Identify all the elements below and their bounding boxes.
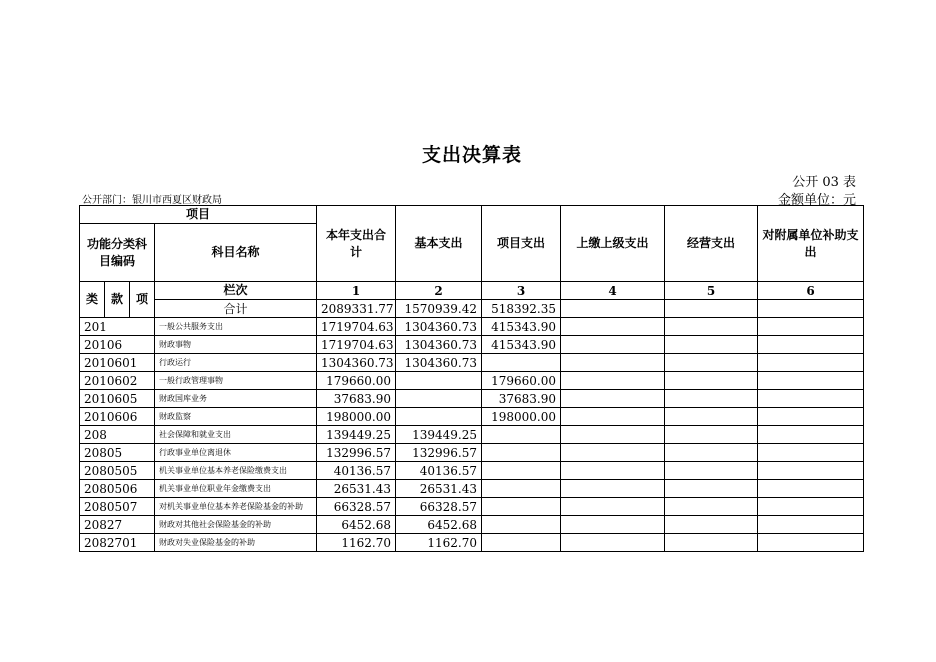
row-basic: 1304360.73 bbox=[396, 354, 482, 372]
row-upper bbox=[561, 444, 665, 462]
row-project bbox=[482, 426, 561, 444]
header-item: 项目 bbox=[80, 206, 317, 224]
page-title: 支出决算表 bbox=[421, 144, 522, 166]
header-total: 本年支出合计 bbox=[317, 206, 396, 282]
row-subsidy bbox=[758, 462, 864, 480]
row-total: 37683.90 bbox=[317, 390, 396, 408]
header-func-code: 功能分类科目编码 bbox=[80, 224, 155, 282]
row-basic: 40136.57 bbox=[396, 462, 482, 480]
row-code: 201 bbox=[80, 318, 155, 336]
row-total: 26531.43 bbox=[317, 480, 396, 498]
row-subsidy bbox=[758, 336, 864, 354]
row-subsidy bbox=[758, 516, 864, 534]
row-upper bbox=[561, 390, 665, 408]
row-project: 37683.90 bbox=[482, 390, 561, 408]
row-business bbox=[665, 354, 758, 372]
row-total: 1304360.73 bbox=[317, 354, 396, 372]
row-basic: 1304360.73 bbox=[396, 318, 482, 336]
row-upper bbox=[561, 462, 665, 480]
row-code: 2080505 bbox=[80, 462, 155, 480]
row-subsidy bbox=[758, 408, 864, 426]
table-row bbox=[80, 318, 864, 336]
row-subject-name: 机关事业单位基本养老保险缴费支出 bbox=[155, 462, 317, 480]
row-upper bbox=[561, 534, 665, 552]
form-number: 公开 03 表 bbox=[792, 175, 856, 190]
row-basic: 139449.25 bbox=[396, 426, 482, 444]
table-row bbox=[80, 408, 864, 426]
row-business bbox=[665, 498, 758, 516]
row-upper bbox=[561, 516, 665, 534]
row-business bbox=[665, 462, 758, 480]
row-subsidy bbox=[758, 390, 864, 408]
row-business bbox=[665, 390, 758, 408]
row-subject-name: 机关事业单位职业年金缴费支出 bbox=[155, 480, 317, 498]
expenditure-table bbox=[79, 205, 864, 552]
row-code: 2080507 bbox=[80, 498, 155, 516]
table-row bbox=[80, 480, 864, 498]
row-basic: 6452.68 bbox=[396, 516, 482, 534]
row-project: 415343.90 bbox=[482, 318, 561, 336]
row-upper bbox=[561, 480, 665, 498]
col-number-3: 3 bbox=[482, 282, 561, 300]
row-basic: 132996.57 bbox=[396, 444, 482, 462]
col-number-4: 4 bbox=[561, 282, 665, 300]
header-lanci: 栏次 bbox=[155, 282, 317, 300]
row-project: 415343.90 bbox=[482, 336, 561, 354]
row-basic: 26531.43 bbox=[396, 480, 482, 498]
header-business: 经营支出 bbox=[665, 206, 758, 282]
row-business bbox=[665, 516, 758, 534]
row-business bbox=[665, 336, 758, 354]
header-row-item bbox=[80, 206, 864, 224]
row-total: 40136.57 bbox=[317, 462, 396, 480]
row-code: 2080506 bbox=[80, 480, 155, 498]
row-total: 1719704.63 bbox=[317, 318, 396, 336]
row-project bbox=[482, 462, 561, 480]
row-business bbox=[665, 372, 758, 390]
row-subsidy bbox=[758, 426, 864, 444]
row-subsidy bbox=[758, 354, 864, 372]
table-row bbox=[80, 498, 864, 516]
header-subject-name: 科目名称 bbox=[155, 224, 317, 282]
row-total: 198000.00 bbox=[317, 408, 396, 426]
row-basic: 1162.70 bbox=[396, 534, 482, 552]
row-code: 20106 bbox=[80, 336, 155, 354]
table-row bbox=[80, 426, 864, 444]
table-row bbox=[80, 516, 864, 534]
row-total: 1162.70 bbox=[317, 534, 396, 552]
row-code: 2010602 bbox=[80, 372, 155, 390]
row-basic bbox=[396, 408, 482, 426]
total-upper bbox=[561, 300, 665, 318]
table-row bbox=[80, 390, 864, 408]
row-code: 2010601 bbox=[80, 354, 155, 372]
row-project bbox=[482, 498, 561, 516]
row-subject-name: 财政监察 bbox=[155, 408, 317, 426]
header-project: 项目支出 bbox=[482, 206, 561, 282]
row-subsidy bbox=[758, 534, 864, 552]
header-xiang: 项 bbox=[130, 282, 155, 318]
header-lei: 类 bbox=[80, 282, 105, 318]
row-business bbox=[665, 426, 758, 444]
total-total: 2089331.77 bbox=[317, 300, 396, 318]
row-subject-name: 财政对失业保险基金的补助 bbox=[155, 534, 317, 552]
row-business bbox=[665, 444, 758, 462]
row-project bbox=[482, 480, 561, 498]
row-total: 179660.00 bbox=[317, 372, 396, 390]
header-basic: 基本支出 bbox=[396, 206, 482, 282]
header-subsidy: 对附属单位补助支出 bbox=[758, 206, 864, 282]
total-basic: 1570939.42 bbox=[396, 300, 482, 318]
row-basic bbox=[396, 372, 482, 390]
total-project: 518392.35 bbox=[482, 300, 561, 318]
department-label: 公开部门：银川市西夏区财政局 bbox=[82, 195, 222, 206]
row-total: 139449.25 bbox=[317, 426, 396, 444]
row-basic: 1304360.73 bbox=[396, 336, 482, 354]
row-upper bbox=[561, 318, 665, 336]
total-row bbox=[80, 300, 864, 318]
row-project bbox=[482, 534, 561, 552]
col-number-1: 1 bbox=[317, 282, 396, 300]
row-total: 1719704.63 bbox=[317, 336, 396, 354]
row-project: 179660.00 bbox=[482, 372, 561, 390]
col-number-5: 5 bbox=[665, 282, 758, 300]
row-code: 20805 bbox=[80, 444, 155, 462]
total-label: 合计 bbox=[155, 300, 317, 318]
row-subject-name: 一般公共服务支出 bbox=[155, 318, 317, 336]
row-subject-name: 财政对其他社会保险基金的补助 bbox=[155, 516, 317, 534]
row-basic: 66328.57 bbox=[396, 498, 482, 516]
table-row bbox=[80, 534, 864, 552]
row-business bbox=[665, 480, 758, 498]
row-upper bbox=[561, 426, 665, 444]
row-project bbox=[482, 516, 561, 534]
row-subsidy bbox=[758, 480, 864, 498]
row-business bbox=[665, 408, 758, 426]
row-subject-name: 一般行政管理事物 bbox=[155, 372, 317, 390]
table-row bbox=[80, 444, 864, 462]
row-upper bbox=[561, 336, 665, 354]
header-kuan: 款 bbox=[105, 282, 130, 318]
col-number-6: 6 bbox=[758, 282, 864, 300]
row-subsidy bbox=[758, 372, 864, 390]
row-upper bbox=[561, 372, 665, 390]
row-basic bbox=[396, 390, 482, 408]
total-subsidy bbox=[758, 300, 864, 318]
row-upper bbox=[561, 408, 665, 426]
row-project bbox=[482, 354, 561, 372]
row-subject-name: 社会保障和就业支出 bbox=[155, 426, 317, 444]
total-business bbox=[665, 300, 758, 318]
row-upper bbox=[561, 354, 665, 372]
amount-unit-label: 金额单位：元 bbox=[777, 193, 856, 208]
row-subject-name: 行政事业单位离退休 bbox=[155, 444, 317, 462]
row-total: 66328.57 bbox=[317, 498, 396, 516]
table-row bbox=[80, 372, 864, 390]
header-row-lanci bbox=[80, 282, 864, 300]
table-row bbox=[80, 462, 864, 480]
row-subject-name: 财政国库业务 bbox=[155, 390, 317, 408]
row-business bbox=[665, 318, 758, 336]
row-code: 208 bbox=[80, 426, 155, 444]
row-subject-name: 对机关事业单位基本养老保险基金的补助 bbox=[155, 498, 317, 516]
row-subject-name: 行政运行 bbox=[155, 354, 317, 372]
row-total: 132996.57 bbox=[317, 444, 396, 462]
row-subsidy bbox=[758, 318, 864, 336]
row-upper bbox=[561, 498, 665, 516]
header-upper: 上缴上级支出 bbox=[561, 206, 665, 282]
row-code: 2082701 bbox=[80, 534, 155, 552]
row-project bbox=[482, 444, 561, 462]
row-code: 2010606 bbox=[80, 408, 155, 426]
row-subsidy bbox=[758, 444, 864, 462]
row-project: 198000.00 bbox=[482, 408, 561, 426]
row-total: 6452.68 bbox=[317, 516, 396, 534]
col-number-2: 2 bbox=[396, 282, 482, 300]
row-code: 20827 bbox=[80, 516, 155, 534]
row-subject-name: 财政事物 bbox=[155, 336, 317, 354]
table-row bbox=[80, 354, 864, 372]
table-row bbox=[80, 336, 864, 354]
row-subsidy bbox=[758, 498, 864, 516]
row-code: 2010605 bbox=[80, 390, 155, 408]
row-business bbox=[665, 534, 758, 552]
